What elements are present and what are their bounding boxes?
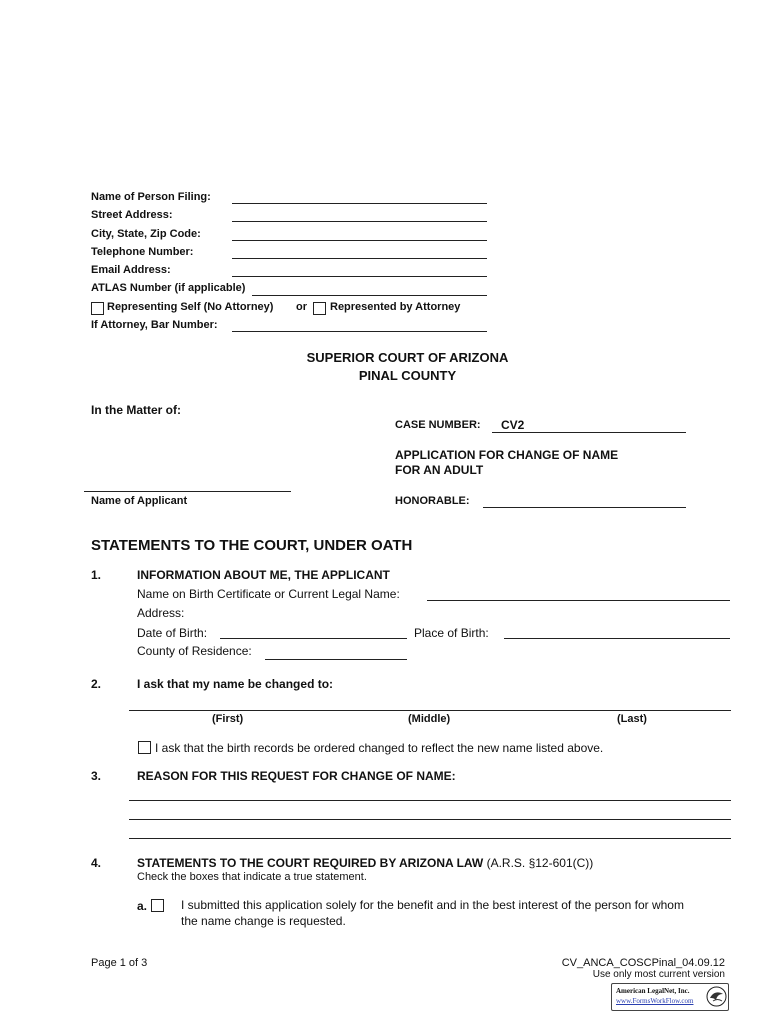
eagle-seal-icon (706, 986, 727, 1007)
honorable-label: HONORABLE: (395, 495, 470, 507)
section-3-title: REASON FOR THIS REQUEST FOR CHANGE OF NAME: (137, 769, 456, 783)
birth-name-label: Name on Birth Certificate or Current Legal Name: (137, 587, 400, 601)
city-state-zip-label: City, State, Zip Code: (91, 228, 201, 240)
birth-records-label: I ask that the birth records be ordered changed to reflect the new name listed above. (155, 741, 604, 755)
represented-by-attorney-checkbox[interactable] (313, 302, 326, 315)
date-of-birth-field[interactable] (220, 638, 407, 639)
case-number-field[interactable] (492, 432, 686, 433)
case-number-value: CV2 (501, 418, 525, 432)
place-of-birth-field[interactable] (504, 638, 730, 639)
date-of-birth-label: Date of Birth: (137, 626, 208, 640)
atlas-number-label: ATLAS Number (if applicable) (91, 282, 246, 294)
county-of-residence-field[interactable] (265, 659, 407, 660)
form-id: CV_ANCA_COSCPinal_04.09.12 (561, 957, 725, 969)
section-4-title: STATEMENTS TO THE COURT REQUIRED BY ARIZONA LAW (137, 856, 484, 870)
case-number-label: CASE NUMBER: (395, 419, 481, 431)
court-title: SUPERIOR COURT OF ARIZONA (306, 350, 509, 365)
publisher-url[interactable]: www.FormsWorkFlow.com (616, 997, 694, 1005)
honorable-field[interactable] (483, 507, 686, 508)
representing-self-checkbox[interactable] (91, 302, 104, 315)
court-county: PINAL COUNTY (358, 368, 457, 383)
middle-name-caption: (Middle) (408, 713, 451, 725)
document-title-line2: FOR AN ADULT (395, 463, 484, 477)
telephone-label: Telephone Number: (91, 246, 194, 258)
reason-line-2[interactable] (129, 819, 731, 820)
filer-name-field[interactable] (232, 203, 487, 204)
atlas-number-field[interactable] (252, 295, 487, 296)
telephone-field[interactable] (232, 258, 487, 259)
last-name-caption: (Last) (617, 713, 647, 725)
reason-line-3[interactable] (129, 838, 731, 839)
section-3-number: 3. (91, 769, 102, 783)
in-the-matter-of-label: In the Matter of: (91, 403, 181, 417)
section-1-title: INFORMATION ABOUT ME, THE APPLICANT (137, 568, 390, 582)
statement-a-checkbox[interactable] (151, 899, 164, 912)
section-4-heading (137, 856, 593, 870)
section-2-number: 2. (91, 677, 102, 691)
birth-records-checkbox[interactable] (138, 741, 151, 754)
place-of-birth-label: Place of Birth: (414, 626, 489, 640)
filer-name-label: Name of Person Filing: (91, 191, 211, 203)
applicant-name-label: Name of Applicant (91, 495, 188, 507)
or-label: or (296, 301, 307, 313)
bar-number-field[interactable] (232, 331, 487, 332)
email-field[interactable] (232, 276, 487, 277)
section-2-title: I ask that my name be changed to: (137, 677, 334, 691)
representing-self-label: Representing Self (No Attorney) (107, 301, 274, 313)
section-4-instruction: Check the boxes that indicate a true statement. (137, 871, 367, 883)
version-note: Use only most current version (592, 969, 725, 980)
applicant-address-label: Address: (137, 606, 185, 620)
first-name-caption: (First) (212, 713, 244, 725)
county-of-residence-label: County of Residence: (137, 644, 252, 658)
publisher-name: American LegalNet, Inc. (616, 987, 690, 995)
street-address-field[interactable] (232, 221, 487, 222)
publisher-logo (611, 983, 729, 1011)
statement-a-text-line2: the name change is requested. (181, 914, 346, 928)
email-label: Email Address: (91, 264, 171, 276)
statement-a-text-line1: I submitted this application solely for the benefit and in the best interest of the person for whom (181, 898, 684, 912)
statement-a-label: a. (137, 899, 148, 913)
document-title-line1: APPLICATION FOR CHANGE OF NAME (395, 448, 619, 462)
reason-line-1[interactable] (129, 800, 731, 801)
section-4-number: 4. (91, 856, 102, 870)
new-name-field[interactable] (129, 710, 731, 711)
section-1-number: 1. (91, 568, 102, 582)
represented-by-attorney-label: Represented by Attorney (330, 301, 461, 313)
section-4-citation: (A.R.S. §12-601(C)) (486, 856, 594, 870)
birth-name-field[interactable] (427, 600, 730, 601)
applicant-name-field[interactable] (84, 491, 291, 492)
statements-heading: STATEMENTS TO THE COURT, UNDER OATH (91, 537, 413, 554)
bar-number-label: If Attorney, Bar Number: (91, 319, 218, 331)
street-address-label: Street Address: (91, 209, 173, 221)
page-number: Page 1 of 3 (91, 957, 148, 969)
city-state-zip-field[interactable] (232, 240, 487, 241)
